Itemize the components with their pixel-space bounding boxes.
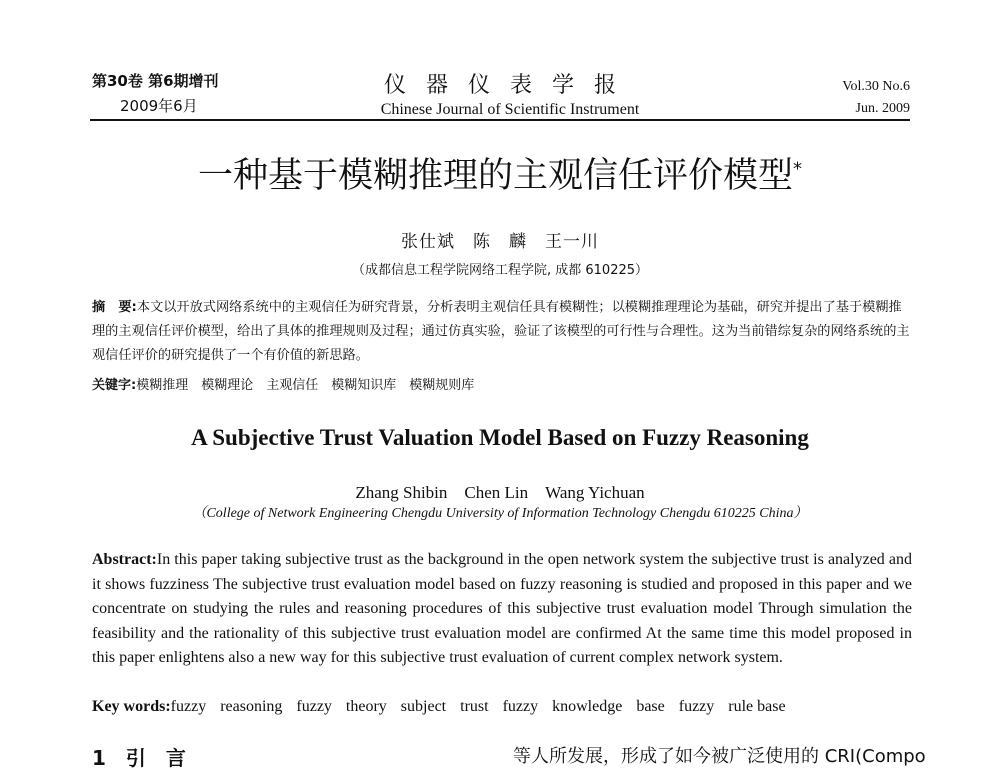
abstract-en	[92, 548, 912, 671]
keywords-en-label: Key words:	[92, 698, 171, 715]
affiliation-en: （College of Network Engineering Chengdu University of Information Technology Chengdu 610225 China）	[192, 506, 808, 521]
abstract-en-text: In this paper taking subjective trust as the background in the open network system the subjective trust is analyzed and it shows fuzziness The subjective trust evaluation model based on fuzzy reasoning is studied and proposed in this paper and we concentrate on studying the rules and reasoning procedures of this subjective trust evaluation model Through simulation the feasibility and the rationality of this subjective trust evaluation model are confirmed At the same time this model proposed in this paper enlightens also a new way for this subjective trust evaluation of current complex network system.	[92, 551, 912, 666]
title-cn-text: 一种基于模糊推理的主观信任评价模型	[197, 156, 793, 196]
keywords-en	[92, 698, 912, 716]
journal-name-cn: 仪器仪表学报	[383, 73, 636, 98]
paper-title-en: A Subjective Trust Valuation Model Based on Fuzzy Reasoning	[191, 425, 809, 450]
journal-masthead	[360, 68, 660, 119]
header-volume-en-block	[842, 76, 910, 120]
keyword-term: fuzzy	[296, 698, 332, 715]
keyword-term: trust	[460, 698, 489, 715]
keyword-term: reasoning	[220, 698, 283, 715]
abstract-en-label: Abstract:	[92, 551, 157, 568]
date-cn: 2009年6月	[120, 97, 198, 115]
section-heading-introduction: 1 引 言	[92, 746, 186, 770]
title-footnote-mark: *	[793, 158, 802, 180]
keyword-term: fuzzy	[170, 698, 207, 715]
keyword-term: knowledge	[552, 698, 623, 715]
keywords-cn-label: 关键字:	[92, 378, 137, 393]
journal-name-en: Chinese Journal of Scientific Instrument	[380, 101, 640, 118]
keyword-term: subject	[400, 698, 447, 715]
authors-en: Zhang Shibin Chen Lin Wang Yichuan	[355, 483, 645, 502]
keyword-term: base	[636, 698, 665, 715]
header-rule	[90, 119, 910, 121]
header-volume-block	[92, 70, 292, 116]
volume-en: Vol.30 No.6	[842, 79, 910, 94]
keywords-cn-text: 模糊推理 模糊理论 主观信任 模糊知识库 模糊规则库	[136, 378, 475, 393]
abstract-cn-label: 摘 要:	[92, 300, 137, 315]
volume-cn: 第30卷 第6期增刊	[92, 72, 219, 90]
keyword-term: rule base	[728, 698, 786, 715]
keyword-term: fuzzy	[678, 698, 715, 715]
abstract-cn-text: 本文以开放式网络系统中的主观信任为研究背景，分析表明主观信任具有模糊性；以模糊推理理论为基础，研究并提出了基于模糊推理的主观信任评价模型，给出了具体的推理规则及过程；通过仿真实验，验证了该模型的可行性与合理性。这为当前错综复杂的网络系统的主观信任评价的研究提供了一个有价值的新思路。	[92, 300, 910, 363]
keyword-term: fuzzy	[502, 698, 539, 715]
date-en: Jun. 2009	[855, 101, 910, 116]
keywords-cn	[92, 374, 912, 393]
keyword-term: theory	[345, 698, 387, 715]
authors-cn: 张仕斌 陈 麟 王一川	[401, 232, 599, 252]
abstract-cn	[92, 296, 912, 368]
paper-title-cn	[0, 148, 1000, 198]
right-column-text-fragment: 等人所发展，形成了如今被广泛使用的 CRI(Compo	[513, 746, 926, 767]
affiliation-cn: （成都信息工程学院网络工程学院, 成都 610225）	[351, 263, 649, 278]
